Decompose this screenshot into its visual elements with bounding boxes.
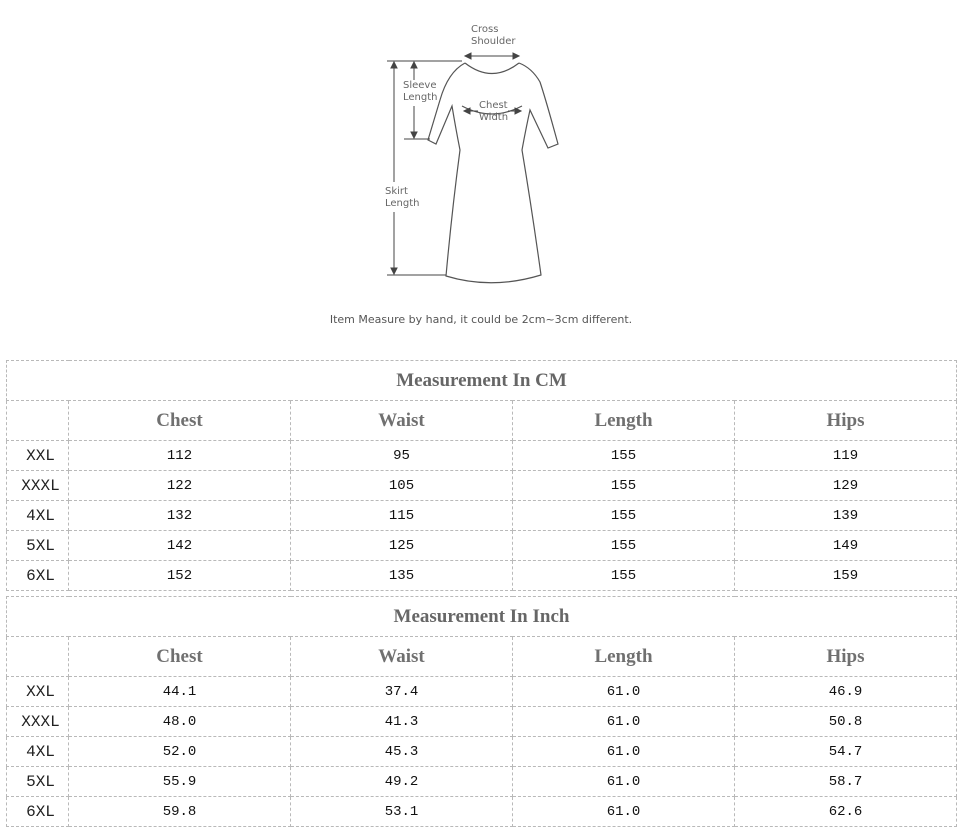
column-header — [7, 637, 69, 677]
value-cell: 142 — [69, 531, 291, 561]
table-row — [7, 561, 957, 591]
value-cell: 125 — [291, 531, 513, 561]
inch-table — [6, 596, 957, 827]
size-cell: XXL — [7, 677, 69, 707]
column-header — [7, 401, 69, 441]
value-cell: 50.8 — [735, 707, 957, 737]
table-title-row — [7, 361, 957, 401]
value-cell: 112 — [69, 441, 291, 471]
column-header: Length — [513, 401, 735, 441]
size-cell: XXXL — [7, 707, 69, 737]
dress-diagram — [0, 0, 962, 340]
column-header: Length — [513, 637, 735, 677]
value-cell: 135 — [291, 561, 513, 591]
value-cell: 53.1 — [291, 797, 513, 827]
table-row — [7, 501, 957, 531]
value-cell: 119 — [735, 441, 957, 471]
value-cell: 132 — [69, 501, 291, 531]
table-title-row — [7, 597, 957, 637]
size-cell: 6XL — [7, 561, 69, 591]
dress-outline-illustration — [0, 0, 962, 340]
measure-note: Item Measure by hand, it could be 2cm~3cm different. — [329, 313, 633, 326]
value-cell: 45.3 — [291, 737, 513, 767]
table-row — [7, 767, 957, 797]
value-cell: 129 — [735, 471, 957, 501]
value-cell: 155 — [513, 561, 735, 591]
table-title: Measurement In CM — [7, 361, 957, 401]
table-row — [7, 531, 957, 561]
cm-table — [6, 360, 957, 591]
table-row — [7, 471, 957, 501]
value-cell: 61.0 — [513, 737, 735, 767]
value-cell: 155 — [513, 501, 735, 531]
value-cell: 61.0 — [513, 707, 735, 737]
value-cell: 58.7 — [735, 767, 957, 797]
value-cell: 59.8 — [69, 797, 291, 827]
sleeve-length-label: Sleeve Length — [403, 80, 438, 103]
value-cell: 61.0 — [513, 797, 735, 827]
value-cell: 41.3 — [291, 707, 513, 737]
table-row — [7, 677, 957, 707]
table-row — [7, 707, 957, 737]
value-cell: 155 — [513, 531, 735, 561]
table-header-row — [7, 401, 957, 441]
table-row — [7, 737, 957, 767]
column-header: Chest — [69, 401, 291, 441]
value-cell: 115 — [291, 501, 513, 531]
size-cell: 5XL — [7, 531, 69, 561]
column-header: Chest — [69, 637, 291, 677]
value-cell: 37.4 — [291, 677, 513, 707]
column-header: Hips — [735, 401, 957, 441]
chest-width-label: Chest Width — [479, 100, 509, 123]
size-cell: 4XL — [7, 501, 69, 531]
table-title: Measurement In Inch — [7, 597, 957, 637]
size-cell: XXXL — [7, 471, 69, 501]
value-cell: 61.0 — [513, 767, 735, 797]
value-cell: 122 — [69, 471, 291, 501]
size-cell: 4XL — [7, 737, 69, 767]
column-header: Waist — [291, 401, 513, 441]
value-cell: 46.9 — [735, 677, 957, 707]
value-cell: 55.9 — [69, 767, 291, 797]
value-cell: 159 — [735, 561, 957, 591]
value-cell: 95 — [291, 441, 513, 471]
value-cell: 105 — [291, 471, 513, 501]
size-cell: 6XL — [7, 797, 69, 827]
skirt-length-label: Skirt Length — [385, 186, 420, 209]
column-header: Waist — [291, 637, 513, 677]
value-cell: 152 — [69, 561, 291, 591]
value-cell: 52.0 — [69, 737, 291, 767]
table-header-row — [7, 637, 957, 677]
table-row — [7, 797, 957, 827]
size-cell: 5XL — [7, 767, 69, 797]
value-cell: 44.1 — [69, 677, 291, 707]
value-cell: 48.0 — [69, 707, 291, 737]
value-cell: 49.2 — [291, 767, 513, 797]
cross-shoulder-label: Cross Shoulder — [471, 24, 516, 47]
column-header: Hips — [735, 637, 957, 677]
value-cell: 155 — [513, 471, 735, 501]
table-row — [7, 441, 957, 471]
value-cell: 155 — [513, 441, 735, 471]
value-cell: 139 — [735, 501, 957, 531]
value-cell: 61.0 — [513, 677, 735, 707]
value-cell: 54.7 — [735, 737, 957, 767]
value-cell: 149 — [735, 531, 957, 561]
value-cell: 62.6 — [735, 797, 957, 827]
size-cell: XXL — [7, 441, 69, 471]
